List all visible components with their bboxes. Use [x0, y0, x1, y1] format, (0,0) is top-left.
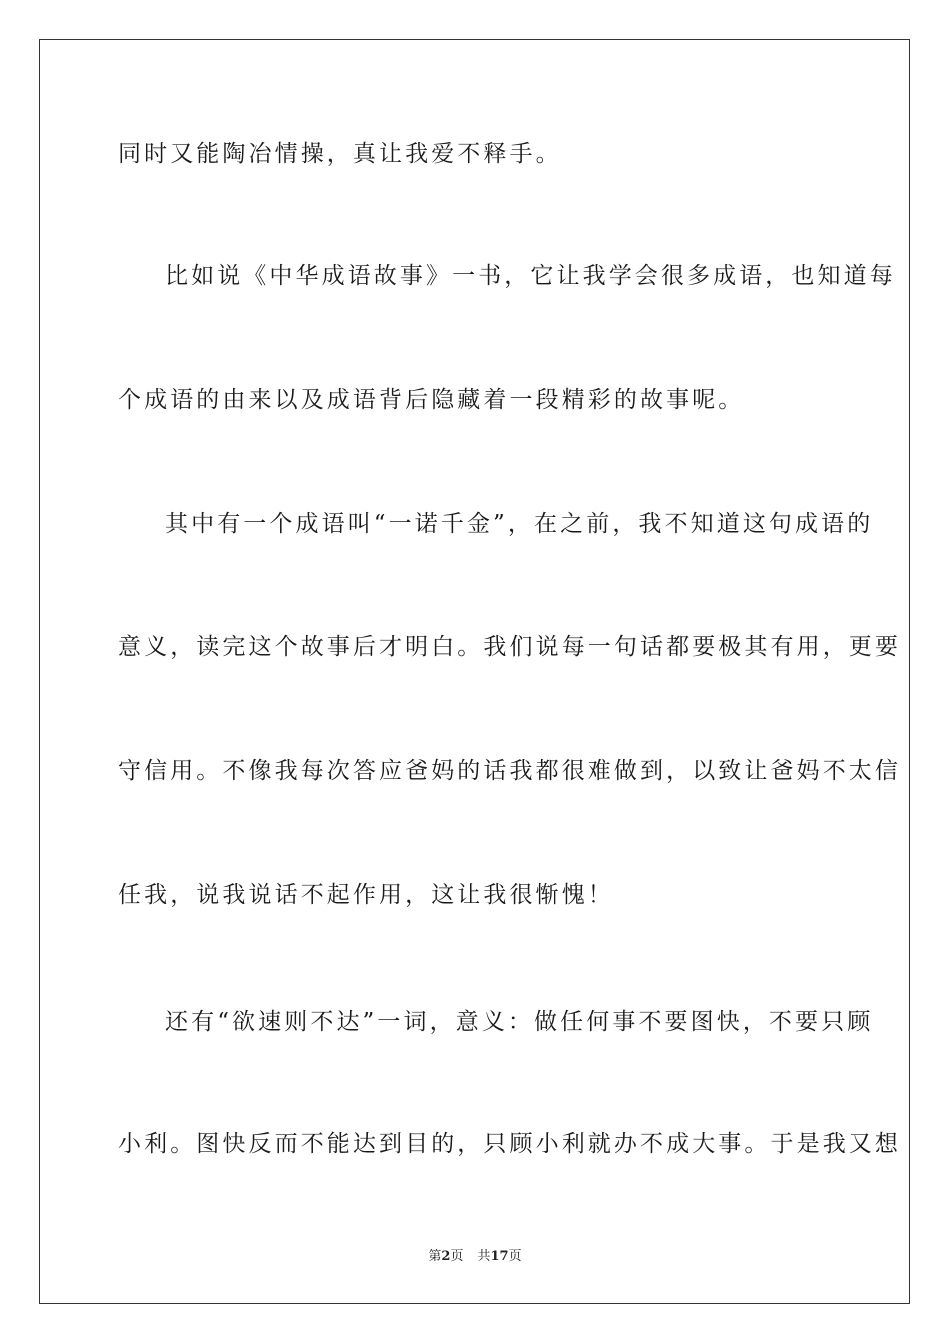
page-border	[39, 39, 910, 1304]
paragraph-line-5: 意义，读完这个故事后才明白。我们说每一句话都要极其有用，更要	[118, 634, 901, 660]
current-page-number: 2	[441, 1249, 451, 1264]
page-footer	[0, 1248, 950, 1266]
paragraph-line-9: 小利。图快反而不能达到目的，只顾小利就办不成大事。于是我又想	[118, 1131, 901, 1157]
paragraph-line-1: 同时又能陶冶情操，真让我爱不释手。	[118, 141, 562, 167]
paragraph-line-2: 比如说《中华成语故事》一书，它让我学会很多成语，也知道每	[165, 263, 896, 289]
paragraph-line-6: 守信用。不像我每次答应爸妈的话我都很难做到，以致让爸妈不太信	[118, 758, 901, 784]
total-suffix: 页	[508, 1249, 522, 1264]
total-prefix: 共	[477, 1249, 491, 1264]
paragraph-line-7: 任我，说我说话不起作用，这让我很惭愧！	[118, 882, 614, 908]
total-pages-number: 17	[490, 1249, 509, 1264]
page-prefix: 第	[428, 1249, 442, 1264]
paragraph-line-4: 其中有一个成语叫“一诺千金”，在之前，我不知道这句成语的	[165, 511, 874, 537]
paragraph-line-8: 还有“欲速则不达”一词，意义：做任何事不要图快，不要只顾	[165, 1009, 874, 1035]
page-suffix: 页	[450, 1249, 464, 1264]
paragraph-line-3: 个成语的由来以及成语背后隐藏着一段精彩的故事呢。	[118, 387, 745, 413]
